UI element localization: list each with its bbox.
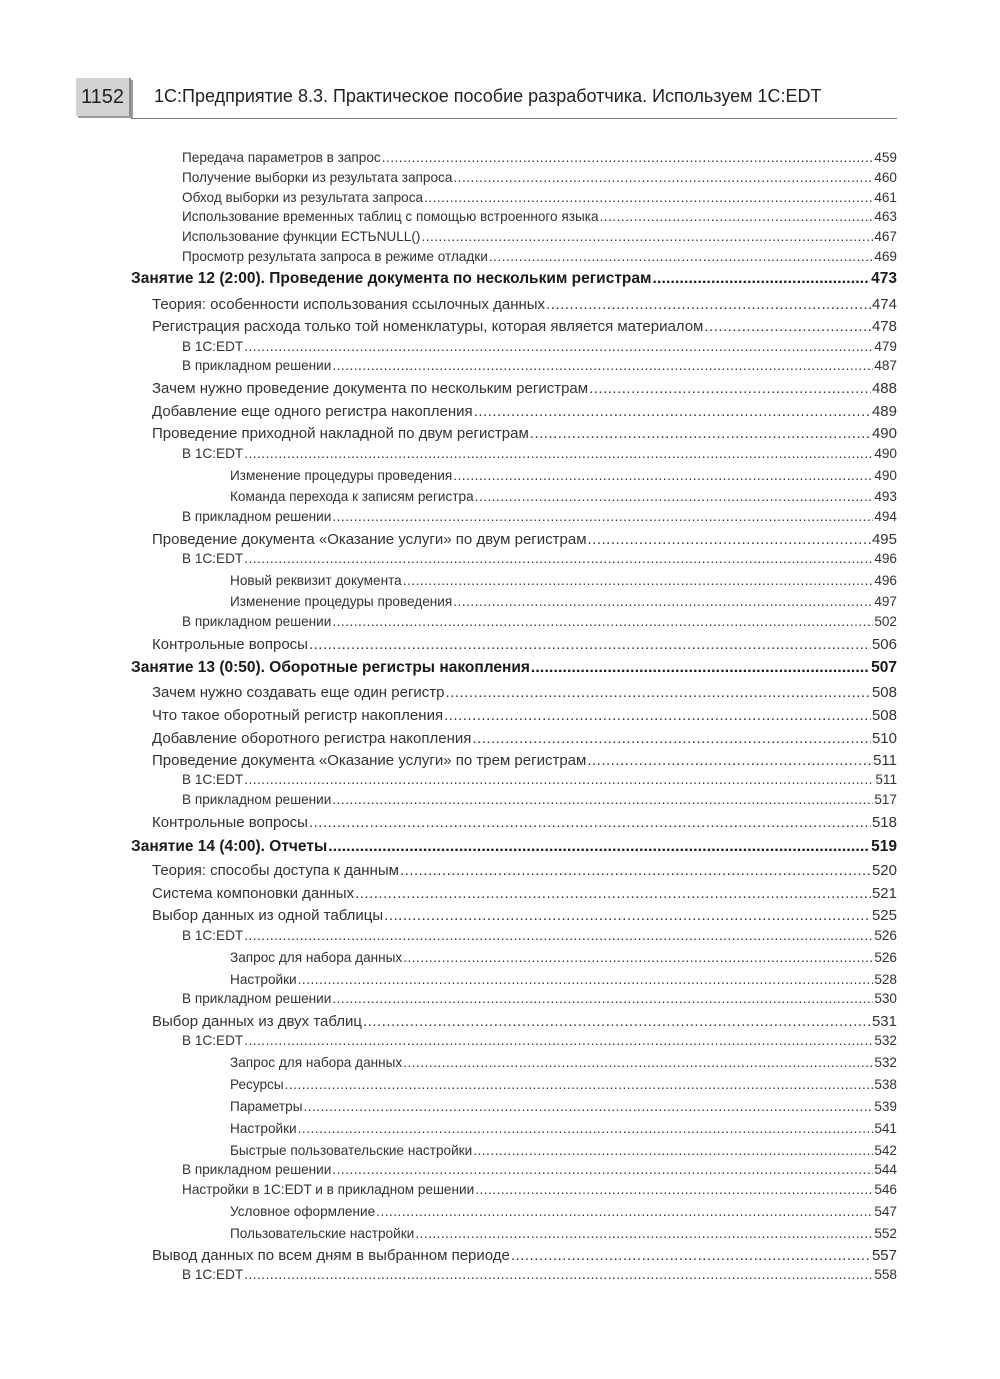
toc-entry-page: 542 bbox=[874, 1143, 897, 1158]
toc-entry bbox=[182, 509, 897, 524]
toc-leader-dots bbox=[531, 659, 870, 677]
toc-entry-title: В прикладном решении bbox=[182, 792, 332, 807]
toc-entry-page: 490 bbox=[874, 446, 897, 461]
toc-entry-title: Проведение документа «Оказание услуги» по двум регистрам bbox=[152, 531, 587, 548]
toc-entry-title: В 1С:EDT bbox=[182, 1267, 244, 1282]
toc-entry-page: 521 bbox=[871, 885, 897, 902]
toc-entry bbox=[230, 972, 897, 987]
toc-leader-dots bbox=[588, 531, 871, 548]
toc-entry bbox=[182, 358, 897, 373]
book-title: 1С:Предприятие 8.3. Практическое пособие разработчика. Используем 1С:EDT bbox=[154, 86, 822, 106]
toc-entry-title: Система компоновки данных bbox=[152, 885, 355, 902]
toc-entry bbox=[230, 573, 897, 588]
toc-leader-dots bbox=[244, 551, 873, 566]
toc-entry bbox=[182, 991, 897, 1006]
toc-entry-page: 511 bbox=[873, 752, 897, 769]
toc-entry-page: 506 bbox=[871, 636, 897, 653]
page-number: 1152 bbox=[76, 78, 131, 116]
toc-leader-dots bbox=[446, 684, 871, 701]
toc-entry-page: 473 bbox=[871, 270, 897, 287]
toc-leader-dots bbox=[309, 814, 871, 831]
toc-leader-dots bbox=[424, 190, 873, 205]
toc-leader-dots bbox=[421, 229, 873, 244]
toc-entry bbox=[230, 1204, 897, 1219]
toc-entry bbox=[152, 885, 897, 902]
toc-leader-dots bbox=[298, 972, 874, 987]
toc-entry-page: 478 bbox=[871, 318, 897, 335]
toc-entry-page: 531 bbox=[871, 1013, 897, 1030]
toc-entry-title: Условное оформление bbox=[230, 1204, 376, 1219]
toc-entry-page: 488 bbox=[871, 380, 897, 397]
toc-entry-page: 539 bbox=[874, 1099, 897, 1114]
toc-leader-dots bbox=[332, 614, 873, 629]
toc-entry-page: 493 bbox=[874, 489, 897, 504]
toc-entry-title: Занятие 12 (2:00). Проведение документа по нескольким регистрам bbox=[131, 270, 652, 287]
toc-leader-dots bbox=[403, 950, 873, 965]
toc-entry bbox=[182, 170, 897, 185]
toc-entry-title: В 1С:EDT bbox=[182, 928, 244, 943]
toc-entry bbox=[230, 468, 897, 483]
toc-entry bbox=[182, 150, 897, 165]
toc-lesson-entry bbox=[131, 270, 897, 288]
toc-leader-dots bbox=[384, 907, 871, 924]
toc-entry-title: Пользовательские настройки bbox=[230, 1226, 415, 1241]
toc-entry bbox=[152, 907, 897, 924]
toc-entry bbox=[230, 1143, 897, 1158]
toc-entry-title: Зачем нужно проведение документа по нескольким регистрам bbox=[152, 380, 589, 397]
toc-entry-title: Изменение процедуры проведения bbox=[230, 594, 453, 609]
toc-entry-title: Добавление еще одного регистра накопления bbox=[152, 403, 473, 420]
toc-leader-dots bbox=[474, 403, 871, 420]
toc-entry bbox=[152, 684, 897, 701]
toc-entry-page: 510 bbox=[871, 730, 897, 747]
toc-lesson-entry bbox=[131, 659, 897, 677]
toc-entry-page: 496 bbox=[874, 573, 897, 588]
toc-entry-page: 497 bbox=[874, 594, 897, 609]
toc-entry-page: 558 bbox=[874, 1267, 897, 1282]
toc-leader-dots bbox=[589, 380, 871, 397]
toc-entry-page: 490 bbox=[874, 468, 897, 483]
page-header bbox=[76, 78, 896, 120]
toc-entry bbox=[182, 772, 897, 787]
toc-entry-page: 528 bbox=[874, 972, 897, 987]
toc-entry-title: Зачем нужно создавать еще один регистр bbox=[152, 684, 445, 701]
toc-entry-title: В прикладном решении bbox=[182, 358, 332, 373]
toc-entry bbox=[182, 446, 897, 461]
toc-leader-dots bbox=[472, 730, 871, 747]
toc-entry bbox=[230, 1099, 897, 1114]
toc-leader-dots bbox=[244, 928, 873, 943]
toc-entry bbox=[182, 614, 897, 629]
toc-entry-page: 511 bbox=[875, 772, 897, 787]
toc-entry-page: 552 bbox=[874, 1226, 897, 1241]
toc-entry-title: Контрольные вопросы bbox=[152, 636, 308, 653]
toc-entry bbox=[230, 1077, 897, 1092]
toc-entry-page: 541 bbox=[874, 1121, 897, 1136]
toc-leader-dots bbox=[652, 270, 870, 288]
toc-leader-dots bbox=[244, 772, 874, 787]
toc-leader-dots bbox=[382, 150, 874, 165]
toc-entry-title: В 1С:EDT bbox=[182, 446, 244, 461]
toc-leader-dots bbox=[473, 1143, 873, 1158]
toc-entry-title: Передача параметров в запрос bbox=[182, 150, 381, 165]
toc-entry-page: 474 bbox=[871, 296, 897, 313]
toc-leader-dots bbox=[489, 249, 873, 264]
toc-lesson-entry bbox=[131, 838, 897, 856]
toc-entry-title: Запрос для набора данных bbox=[230, 950, 403, 965]
toc-entry-page: 519 bbox=[871, 838, 897, 855]
toc-entry bbox=[230, 594, 897, 609]
toc-leader-dots bbox=[332, 358, 873, 373]
toc-entry-page: 520 bbox=[871, 862, 897, 879]
toc-leader-dots bbox=[355, 885, 871, 902]
toc-leader-dots bbox=[332, 991, 873, 1006]
toc-entry bbox=[182, 551, 897, 566]
toc-entry-title: Выбор данных из одной таблицы bbox=[152, 907, 384, 924]
toc-leader-dots bbox=[332, 792, 873, 807]
toc-entry-page: 460 bbox=[874, 170, 897, 185]
toc-leader-dots bbox=[328, 838, 870, 856]
toc-entry bbox=[182, 928, 897, 943]
toc-entry-page: 530 bbox=[874, 991, 897, 1006]
toc-entry bbox=[152, 380, 897, 397]
toc-leader-dots bbox=[244, 1267, 873, 1282]
toc-entry-title: Добавление оборотного регистра накопления bbox=[152, 730, 472, 747]
toc-entry-title: Запрос для набора данных bbox=[230, 1055, 403, 1070]
toc-leader-dots bbox=[511, 1247, 871, 1264]
toc-leader-dots bbox=[453, 170, 873, 185]
toc-entry-page: 526 bbox=[874, 928, 897, 943]
toc-entry-title: Ресурсы bbox=[230, 1077, 284, 1092]
toc-entry bbox=[230, 1121, 897, 1136]
toc-entry bbox=[182, 229, 897, 244]
toc-leader-dots bbox=[453, 594, 873, 609]
toc-entry-page: 459 bbox=[874, 150, 897, 165]
toc-entry bbox=[152, 730, 897, 747]
toc-entry-title: В прикладном решении bbox=[182, 991, 332, 1006]
toc-entry-title: Изменение процедуры проведения bbox=[230, 468, 453, 483]
toc-entry bbox=[152, 707, 897, 724]
toc-entry-title: Выбор данных из двух таблиц bbox=[152, 1013, 363, 1030]
toc-entry bbox=[152, 814, 897, 831]
toc-entry-title: Что такое оборотный регистр накопления bbox=[152, 707, 444, 724]
toc-entry-title: Теория: особенности использования ссылочных данных bbox=[152, 296, 546, 313]
toc-leader-dots bbox=[332, 509, 873, 524]
toc-entry-page: 508 bbox=[871, 707, 897, 724]
toc-entry bbox=[152, 862, 897, 879]
toc-entry bbox=[182, 209, 897, 224]
toc-entry-page: 494 bbox=[874, 509, 897, 524]
toc-entry-title: Вывод данных по всем дням в выбранном периоде bbox=[152, 1247, 510, 1264]
toc-entry-title: Проведение приходной накладной по двум регистрам bbox=[152, 425, 529, 442]
toc-entry-title: Получение выборки из результата запроса bbox=[182, 170, 453, 185]
header-rule bbox=[131, 118, 897, 119]
toc-entry-page: 517 bbox=[874, 792, 897, 807]
toc-entry-title: Занятие 14 (4:00). Отчеты bbox=[131, 838, 328, 855]
toc-entry-page: 479 bbox=[874, 339, 897, 354]
toc-entry-title: В 1С:EDT bbox=[182, 551, 244, 566]
toc-entry-title: Настройки в 1С:EDT и в прикладном решении bbox=[182, 1182, 475, 1197]
toc-leader-dots bbox=[475, 1182, 873, 1197]
toc-entry-title: Регистрация расхода только той номенклатуры, которая является материалом bbox=[152, 318, 704, 335]
toc-leader-dots bbox=[309, 636, 871, 653]
toc-entry bbox=[182, 339, 897, 354]
toc-leader-dots bbox=[400, 862, 871, 879]
toc-entry-title: В прикладном решении bbox=[182, 509, 332, 524]
toc-entry-page: 557 bbox=[871, 1247, 897, 1264]
toc-entry bbox=[152, 752, 897, 769]
toc-leader-dots bbox=[704, 318, 871, 335]
toc-entry-page: 469 bbox=[874, 249, 897, 264]
toc-entry-page: 546 bbox=[874, 1182, 897, 1197]
toc-leader-dots bbox=[587, 752, 872, 769]
toc-entry bbox=[152, 1013, 897, 1030]
toc-leader-dots bbox=[453, 468, 873, 483]
toc-leader-dots bbox=[303, 1099, 873, 1114]
toc-entry bbox=[182, 1162, 897, 1177]
toc-entry bbox=[230, 1055, 897, 1070]
toc-entry-title: В 1С:EDT bbox=[182, 339, 244, 354]
toc-entry-page: 463 bbox=[874, 209, 897, 224]
toc-entry-page: 538 bbox=[874, 1077, 897, 1092]
toc-entry-page: 495 bbox=[871, 531, 897, 548]
toc-leader-dots bbox=[285, 1077, 874, 1092]
toc-leader-dots bbox=[444, 707, 871, 724]
toc-entry-title: Обход выборки из результата запроса bbox=[182, 190, 424, 205]
toc-entry-title: Теория: способы доступа к данным bbox=[152, 862, 399, 879]
toc-entry bbox=[182, 249, 897, 264]
toc-leader-dots bbox=[530, 425, 871, 442]
toc-entry bbox=[230, 489, 897, 504]
toc-entry-title: Использование временных таблиц с помощью встроенного языка bbox=[182, 209, 599, 224]
toc-entry-title: Настройки bbox=[230, 1121, 297, 1136]
toc-entry-page: 461 bbox=[874, 190, 897, 205]
toc-entry-page: 507 bbox=[871, 659, 897, 676]
toc-entry-title: В 1С:EDT bbox=[182, 1033, 244, 1048]
toc-entry bbox=[182, 1182, 897, 1197]
toc-entry-title: Команда перехода к записям регистра bbox=[230, 489, 474, 504]
toc-entry bbox=[152, 636, 897, 653]
toc-entry bbox=[182, 190, 897, 205]
toc-entry bbox=[152, 403, 897, 420]
toc-entry-page: 532 bbox=[874, 1033, 897, 1048]
toc-leader-dots bbox=[244, 1033, 873, 1048]
toc-entry bbox=[152, 425, 897, 442]
toc-entry bbox=[230, 950, 897, 965]
toc-entry-title: Быстрые пользовательские настройки bbox=[230, 1143, 473, 1158]
toc-leader-dots bbox=[403, 573, 874, 588]
toc-entry bbox=[152, 1247, 897, 1264]
toc-leader-dots bbox=[363, 1013, 871, 1030]
toc-leader-dots bbox=[244, 446, 873, 461]
toc-entry-title: В прикладном решении bbox=[182, 614, 332, 629]
toc-entry-page: 518 bbox=[871, 814, 897, 831]
toc-leader-dots bbox=[376, 1204, 873, 1219]
toc-entry-page: 544 bbox=[874, 1162, 897, 1177]
toc-entry-page: 489 bbox=[871, 403, 897, 420]
toc-entry-page: 525 bbox=[871, 907, 897, 924]
toc-entry bbox=[152, 318, 897, 335]
toc-leader-dots bbox=[600, 209, 874, 224]
toc-leader-dots bbox=[403, 1055, 873, 1070]
toc-entry-title: Занятие 13 (0:50). Оборотные регистры накопления bbox=[131, 659, 530, 676]
toc-entry-title: В 1С:EDT bbox=[182, 772, 244, 787]
toc-entry-page: 487 bbox=[874, 358, 897, 373]
toc-entry-page: 532 bbox=[874, 1055, 897, 1070]
toc-entry-page: 526 bbox=[874, 950, 897, 965]
toc-entry-page: 508 bbox=[871, 684, 897, 701]
toc-entry-title: Проведение документа «Оказание услуги» по трем регистрам bbox=[152, 752, 587, 769]
toc-leader-dots bbox=[475, 489, 874, 504]
toc-entry-title: Контрольные вопросы bbox=[152, 814, 308, 831]
toc-entry-title: Новый реквизит документа bbox=[230, 573, 402, 588]
toc-entry bbox=[230, 1226, 897, 1241]
toc-leader-dots bbox=[546, 296, 871, 313]
toc-entry-title: Использование функции ЕСТЬNULL() bbox=[182, 229, 421, 244]
toc-entry-title: Просмотр результата запроса в режиме отладки bbox=[182, 249, 488, 264]
toc-entry bbox=[182, 792, 897, 807]
toc-entry-page: 496 bbox=[874, 551, 897, 566]
toc-leader-dots bbox=[298, 1121, 874, 1136]
toc-entry bbox=[152, 296, 897, 313]
toc-leader-dots bbox=[244, 339, 873, 354]
toc-entry-title: Настройки bbox=[230, 972, 297, 987]
toc-entry-page: 490 bbox=[871, 425, 897, 442]
toc-entry-page: 547 bbox=[874, 1204, 897, 1219]
toc-leader-dots bbox=[415, 1226, 873, 1241]
toc-entry bbox=[152, 531, 897, 548]
toc-entry bbox=[182, 1267, 897, 1282]
toc-entry-page: 467 bbox=[874, 229, 897, 244]
toc-entry-page: 502 bbox=[874, 614, 897, 629]
toc-entry bbox=[182, 1033, 897, 1048]
toc-entry-title: Параметры bbox=[230, 1099, 303, 1114]
toc-leader-dots bbox=[332, 1162, 873, 1177]
toc-entry-title: В прикладном решении bbox=[182, 1162, 332, 1177]
